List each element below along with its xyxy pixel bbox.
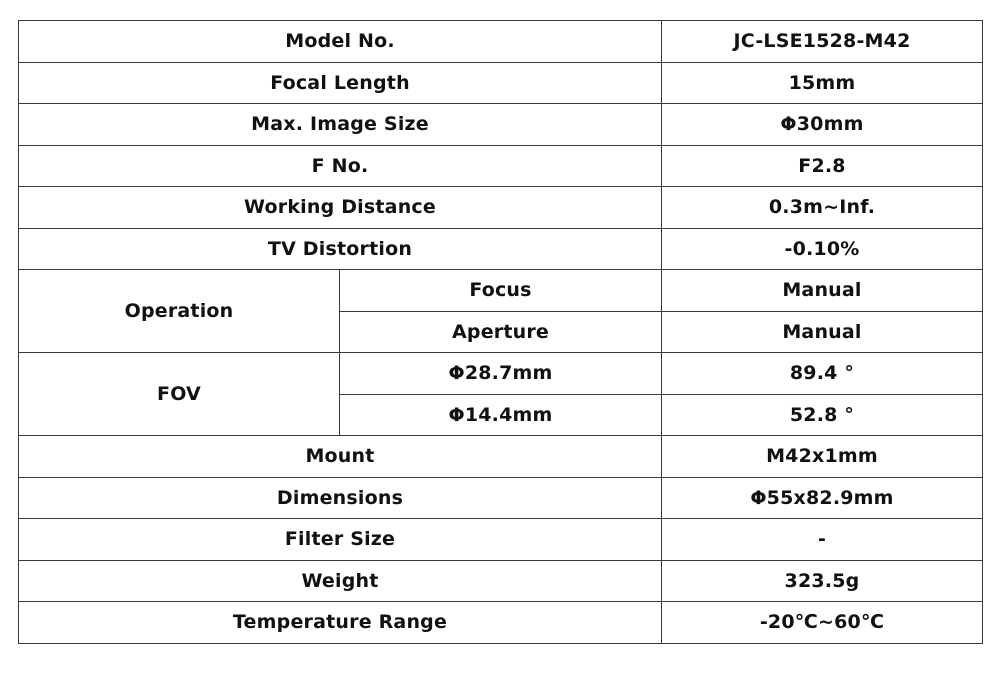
label-cell: Weight <box>19 560 662 602</box>
table-row-weight <box>19 560 983 602</box>
label-cell: Mount <box>19 436 662 478</box>
sub-label-cell: Focus <box>340 270 662 312</box>
value-cell: Manual <box>662 311 983 353</box>
value-cell: 89.4 ° <box>662 353 983 395</box>
value-cell: 52.8 ° <box>662 394 983 436</box>
table-row-tv-distortion <box>19 228 983 270</box>
group-label-cell: Operation <box>19 270 340 353</box>
table-row-operation-focus <box>19 270 983 312</box>
table-row-focal-length <box>19 62 983 104</box>
label-cell: Model No. <box>19 21 662 63</box>
value-cell: F2.8 <box>662 145 983 187</box>
label-cell: Working Distance <box>19 187 662 229</box>
label-cell: Filter Size <box>19 519 662 561</box>
label-cell: Temperature Range <box>19 602 662 644</box>
value-cell: - <box>662 519 983 561</box>
table-row-max-image-size <box>19 104 983 146</box>
table-row-f-no <box>19 145 983 187</box>
sub-label-cell: Aperture <box>340 311 662 353</box>
table-row-dimensions <box>19 477 983 519</box>
group-label-cell: FOV <box>19 353 340 436</box>
label-cell: Dimensions <box>19 477 662 519</box>
value-cell: M42x1mm <box>662 436 983 478</box>
value-cell: JC-LSE1528-M42 <box>662 21 983 63</box>
spec-table <box>18 20 983 644</box>
value-cell: Φ55x82.9mm <box>662 477 983 519</box>
sub-label-cell: Φ28.7mm <box>340 353 662 395</box>
table-row-working-distance <box>19 187 983 229</box>
label-cell: F No. <box>19 145 662 187</box>
value-cell: -20℃~60℃ <box>662 602 983 644</box>
table-row-model-no <box>19 21 983 63</box>
table-row-fov-1 <box>19 353 983 395</box>
sub-label-cell: Φ14.4mm <box>340 394 662 436</box>
value-cell: Φ30mm <box>662 104 983 146</box>
table-row-temperature-range <box>19 602 983 644</box>
label-cell: TV Distortion <box>19 228 662 270</box>
label-cell: Max. Image Size <box>19 104 662 146</box>
value-cell: 323.5g <box>662 560 983 602</box>
table-row-filter-size <box>19 519 983 561</box>
value-cell: -0.10% <box>662 228 983 270</box>
value-cell: Manual <box>662 270 983 312</box>
value-cell: 0.3m~Inf. <box>662 187 983 229</box>
label-cell: Focal Length <box>19 62 662 104</box>
table-row-mount <box>19 436 983 478</box>
value-cell: 15mm <box>662 62 983 104</box>
